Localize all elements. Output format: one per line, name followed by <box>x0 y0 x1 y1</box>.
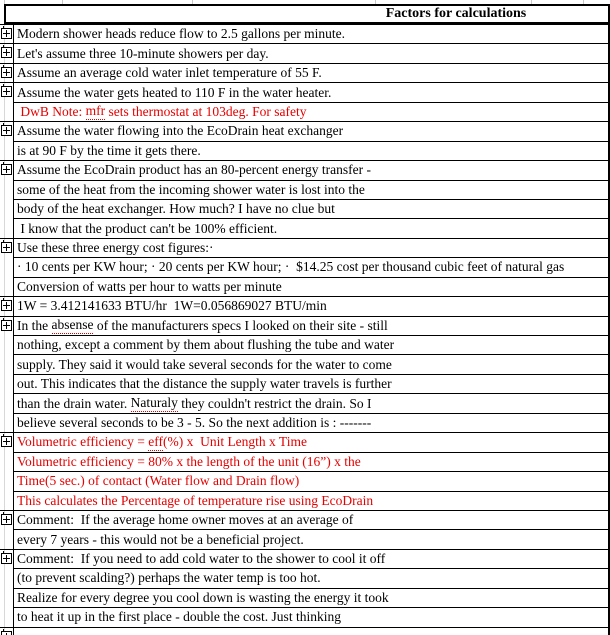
cell-text: · 10 cents per KW hour; · 20 cents per KW hour; · $14.25 cost per thousand cubic feet of natural gas <box>17 259 565 275</box>
row-gutter <box>0 218 14 237</box>
row-gutter <box>0 277 14 296</box>
table-header <box>4 4 610 24</box>
row-gutter <box>0 413 14 432</box>
cell[interactable] <box>14 141 608 160</box>
row-gutter <box>0 627 14 635</box>
cell-text: Assume the EcoDrain product has an 80-percent energy transfer - <box>17 162 371 178</box>
cell[interactable] <box>14 316 608 335</box>
table-row <box>0 393 608 412</box>
cell-text: is at 90 F by the time it gets there. <box>17 142 201 158</box>
cell[interactable] <box>14 63 608 82</box>
outline-connector <box>3 240 4 243</box>
cell[interactable] <box>14 393 608 412</box>
outline-connector <box>3 45 4 48</box>
table-row <box>0 121 608 140</box>
cell[interactable] <box>14 257 608 276</box>
row-gutter <box>0 121 14 140</box>
table-row <box>0 471 608 490</box>
cell-text: Conversion of watts per hour to watts per minute <box>17 278 282 294</box>
cell-text: to heat it up in the first place - double the cost. Just thinking <box>17 609 341 625</box>
row-gutter <box>0 510 14 529</box>
row-gutter <box>0 568 14 587</box>
misspelled-word: absense <box>51 317 94 333</box>
cell[interactable] <box>14 354 608 373</box>
cell[interactable] <box>14 24 608 43</box>
cell[interactable] <box>14 160 608 179</box>
row-gutter <box>0 354 14 373</box>
cell[interactable] <box>14 549 608 568</box>
row-gutter <box>0 180 14 199</box>
row-gutter <box>0 24 14 43</box>
outline-connector <box>3 551 4 554</box>
cell[interactable] <box>14 43 608 62</box>
cell[interactable] <box>14 102 608 121</box>
misspelled-word: eff <box>148 433 163 449</box>
cell-text: Comment: If you need to add cold water to the shower to cool it off <box>17 551 386 567</box>
table-row <box>0 43 608 62</box>
row-gutter <box>0 491 14 510</box>
cell-text: Assume the water gets heated to 110 F in the water heater. <box>17 84 332 100</box>
row-gutter <box>0 452 14 471</box>
table-row <box>0 452 608 471</box>
cell[interactable] <box>14 335 608 354</box>
outline-connector <box>3 318 4 321</box>
row-gutter <box>0 432 14 451</box>
table-row <box>0 296 608 315</box>
table-row <box>0 432 608 451</box>
cell-text: some of the heat from the incoming shower water is lost into the <box>17 181 365 197</box>
table-row <box>0 102 608 121</box>
page-title: Factors for calculations <box>385 6 527 21</box>
outline-connector <box>3 65 4 68</box>
table-row <box>0 277 608 296</box>
row-gutter <box>0 335 14 354</box>
cell-text: 1W = 3.412141633 BTU/hr 1W=0.056869027 BTU/min <box>17 298 327 314</box>
table-row <box>0 63 608 82</box>
cell[interactable] <box>14 510 608 529</box>
expand-group-plus-icon[interactable] <box>1 125 12 136</box>
cell-text: Volumetric efficiency = 80% x the length of the unit (16”) x the <box>17 453 361 469</box>
outline-connector <box>3 629 4 632</box>
misspelled-word: Naturaly <box>130 395 178 411</box>
cell[interactable] <box>14 238 608 257</box>
row-gutter <box>0 549 14 568</box>
cell-text: (%) x Unit Length x Time <box>162 434 307 450</box>
cell-text: supply. They said it would take several seconds for the water to come <box>17 356 392 372</box>
cell[interactable] <box>14 277 608 296</box>
table-row <box>0 82 608 101</box>
cell-text: This calculates the Percentage of temperature rise using EcoDrain <box>17 492 374 508</box>
table-row <box>0 160 608 179</box>
cell-text: out. This indicates that the distance the supply water travels is further <box>17 376 392 392</box>
table-row <box>0 588 608 607</box>
row-gutter <box>0 374 14 393</box>
cell-text: body of the heat exchanger. How much? I have no clue but <box>17 201 335 217</box>
cell-text: I know that the product can't be 100% efficient. <box>17 220 278 236</box>
cell[interactable] <box>14 121 608 140</box>
cell-text: Let's assume three 10-minute showers per day. <box>17 45 269 61</box>
table-row <box>0 335 608 354</box>
cell-text: Assume an average cold water inlet temperature of 55 F. <box>17 65 322 81</box>
cell-text: believe several seconds to be 3 - 5. So the next addition is : ------- <box>17 414 372 430</box>
cell[interactable] <box>14 374 608 393</box>
row-gutter <box>0 82 14 101</box>
outline-connector <box>3 84 4 87</box>
cell[interactable] <box>14 588 608 607</box>
table-row <box>0 491 608 510</box>
cell[interactable] <box>14 491 608 510</box>
expand-group-plus-icon[interactable] <box>1 320 12 331</box>
cell-text: Modern shower heads reduce flow to 2.5 gallons per minute. <box>17 26 346 42</box>
table-body <box>0 24 610 635</box>
expand-group-plus-icon[interactable] <box>1 242 12 253</box>
expand-group-plus-icon[interactable] <box>1 164 12 175</box>
expand-group-plus-icon[interactable] <box>1 28 12 39</box>
row-gutter <box>0 141 14 160</box>
cell[interactable] <box>14 529 608 548</box>
outline-connector <box>3 162 4 165</box>
expand-group-plus-icon[interactable] <box>1 67 12 78</box>
row-gutter <box>0 607 14 626</box>
expand-group-plus-icon[interactable] <box>1 631 12 635</box>
table-row <box>0 549 608 568</box>
cell-text: sets thermostat at 103deg. For safety <box>105 103 307 119</box>
cell-text: (to prevent scalding?) perhaps the water temp is too hot. <box>17 570 321 586</box>
cell[interactable] <box>14 199 608 218</box>
cell-text: they couldn't restrict the drain. So I <box>177 395 372 411</box>
expand-group-plus-icon[interactable] <box>1 436 12 447</box>
row-gutter <box>0 529 14 548</box>
table-row <box>0 568 608 587</box>
table-row <box>0 141 608 160</box>
table-row <box>0 199 608 218</box>
row-gutter <box>0 296 14 315</box>
cell[interactable] <box>14 471 608 490</box>
cell-text: DwB Note: <box>17 103 86 119</box>
expand-group-plus-icon[interactable] <box>1 300 12 311</box>
cell-text: of the manufacturers specs I looked on their site - still <box>93 317 388 333</box>
row-gutter <box>0 199 14 218</box>
table-row <box>0 627 608 635</box>
cell[interactable] <box>14 82 608 101</box>
outline-connector <box>3 26 4 29</box>
cell[interactable] <box>14 413 608 432</box>
cell-text: Realize for every degree you cool down is wasting the energy it took <box>17 589 389 605</box>
table-row <box>0 374 608 393</box>
cell-text: than the drain water. <box>17 395 131 411</box>
expand-group-plus-icon[interactable] <box>1 86 12 97</box>
cell[interactable] <box>14 627 608 635</box>
row-gutter <box>0 393 14 412</box>
table-row <box>0 257 608 276</box>
row-gutter <box>0 588 14 607</box>
cell[interactable] <box>14 296 608 315</box>
cell-text: Assume the water flowing into the EcoDrain heat exchanger <box>17 123 344 139</box>
cell[interactable] <box>14 218 608 237</box>
expand-group-plus-icon[interactable] <box>1 553 12 564</box>
table-row <box>0 413 608 432</box>
table-row <box>0 180 608 199</box>
row-gutter <box>0 257 14 276</box>
table-row <box>0 218 608 237</box>
row-gutter <box>0 102 14 121</box>
cell[interactable] <box>14 607 608 626</box>
table-row <box>0 238 608 257</box>
expand-group-plus-icon[interactable] <box>1 514 12 525</box>
misspelled-word: mfr <box>85 103 106 119</box>
row-gutter <box>0 316 14 335</box>
cell-text: Comment: If the average home owner moves at an average of <box>17 512 354 528</box>
outline-connector <box>3 298 4 301</box>
cell-text: nothing, except a comment by them about flushing the tube and water <box>17 337 395 353</box>
table-row <box>0 316 608 335</box>
expand-group-plus-icon[interactable] <box>1 47 12 58</box>
outline-connector <box>3 512 4 515</box>
cell[interactable] <box>14 452 608 471</box>
cell[interactable] <box>14 180 608 199</box>
table-row <box>0 354 608 373</box>
row-gutter <box>0 238 14 257</box>
cell-text: Use these three energy cost figures:· <box>17 240 214 256</box>
table-row <box>0 529 608 548</box>
row-gutter <box>0 43 14 62</box>
table-row <box>0 24 608 43</box>
table-row <box>0 510 608 529</box>
outline-connector <box>3 434 4 437</box>
cell[interactable] <box>14 568 608 587</box>
cell-text: In the <box>17 317 52 333</box>
row-gutter <box>0 471 14 490</box>
cell-text: Time(5 sec.) of contact (Water flow and Drain flow) <box>17 473 300 489</box>
cell-text: every 7 years - this would not be a beneficial project. <box>17 531 304 547</box>
row-gutter <box>0 160 14 179</box>
cell-text: Volumetric efficiency = <box>17 434 149 450</box>
table-row <box>0 607 608 626</box>
outline-connector <box>3 123 4 126</box>
cell[interactable] <box>14 432 608 451</box>
row-gutter <box>0 63 14 82</box>
